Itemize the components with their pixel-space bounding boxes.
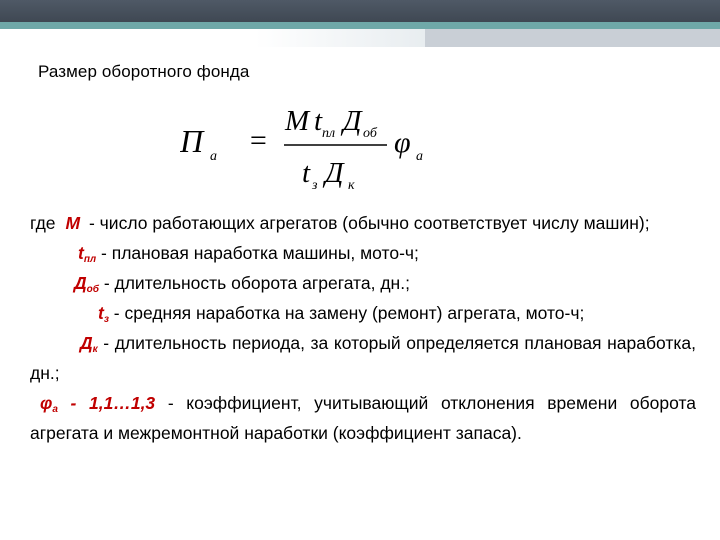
slide-title: Размер оборотного фонда (38, 62, 250, 81)
formula-svg (180, 92, 450, 192)
definition-Dk-text: - длительность периода, за который определяется плановая наработка, дн.; (30, 333, 696, 383)
formula-num-t: t (314, 105, 323, 137)
symbol-M: М (65, 213, 81, 233)
formula-equals: = (248, 124, 269, 157)
formula-num-D-sub: об (363, 126, 377, 141)
top-light-bar-right (425, 29, 720, 47)
definition-tz (30, 298, 696, 328)
formula-lhs: П (180, 123, 204, 159)
definition-M-text: - число работающих агрегатов (обычно соответствует числу машин); (84, 213, 650, 233)
formula-rhs-sub: а (416, 149, 423, 164)
definition-Dob-text: - длительность оборота агрегата, дн.; (98, 273, 410, 293)
top-accent-bar (0, 22, 720, 29)
phi-range: - 1,1…1,3 (57, 393, 156, 413)
formula-lhs-sub: а (210, 149, 217, 164)
definitions (30, 208, 696, 448)
formula-num-t-sub: пл (322, 126, 336, 141)
symbol-Dk: $Д_к$ (80, 333, 98, 355)
definition-phi-text: - коэффициент, учитывающий отклонения времени оборота агрегата и межремонтной наработки (коэффициент запаса). (30, 393, 696, 443)
top-dark-bar (0, 0, 720, 22)
formula-rhs: φ (394, 126, 411, 159)
definition-tpl-text: - плановая наработка машины, мото-ч; (96, 243, 419, 263)
symbol-phi: $\varphi_а$ - 1,1…1,3 (40, 393, 156, 415)
formula-den-t-sub: з (312, 178, 318, 192)
definition-phi (30, 388, 696, 448)
definition-M (30, 208, 696, 238)
formula-num-D: Д (343, 105, 362, 137)
symbol-Dob: $Д_{об}$ (74, 273, 99, 295)
top-light-bar-left (0, 29, 425, 47)
formula-den-D: Д (325, 157, 344, 189)
definition-Dk (30, 328, 696, 388)
formula-den-D-sub: к (348, 178, 355, 192)
symbol-tz: $t_з$ (98, 303, 109, 325)
formula-den-t: t (302, 157, 311, 189)
symbol-tpl: $t_{пл}$ (78, 243, 97, 265)
formula-num-M: M (285, 105, 310, 137)
definition-prefix: где (30, 213, 56, 233)
definition-tz-text: - средняя наработка на замену (ремонт) агрегата, мото-ч; (108, 303, 585, 323)
formula (180, 92, 450, 192)
definition-Dob (30, 268, 696, 298)
definition-tpl (30, 238, 696, 268)
